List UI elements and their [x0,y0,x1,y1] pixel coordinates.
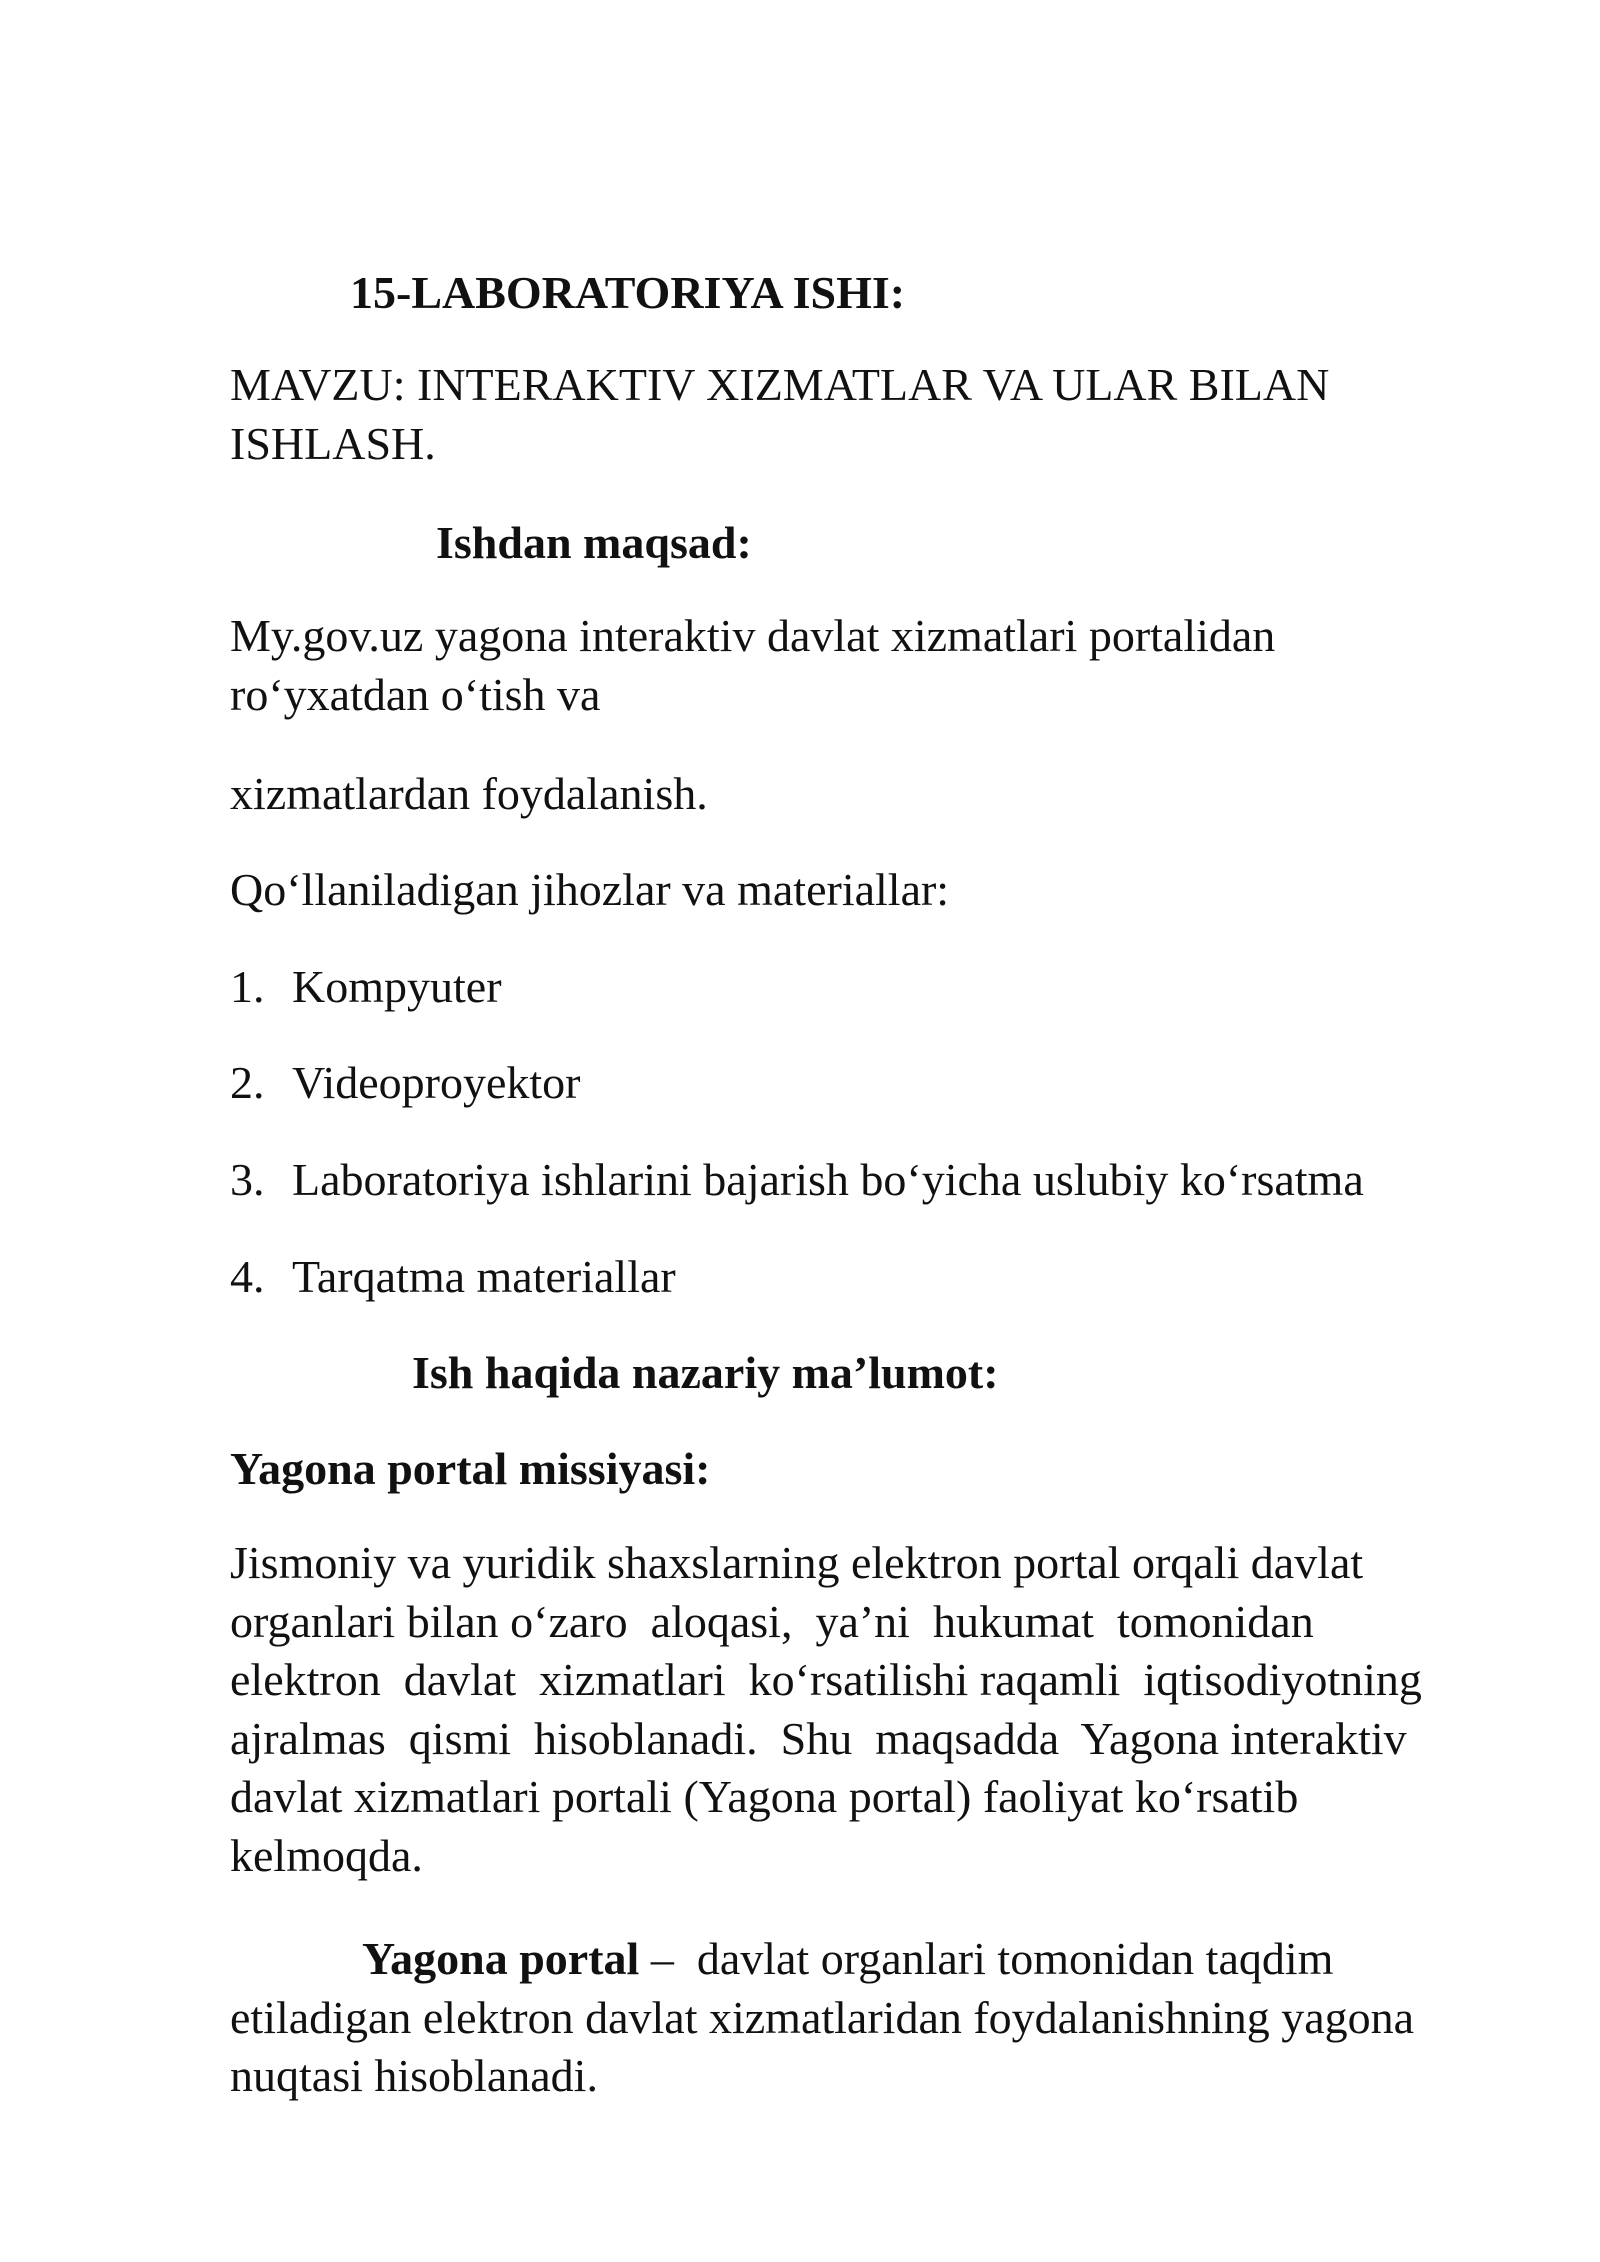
list-item-text: Tarqatma materiallar [292,1251,676,1302]
definition-paragraph [230,1930,1414,2106]
definition-line-2: etiladigan elektron davlat xizmatlaridan foydalanishning yagona [230,1991,1415,2043]
mission-heading: Yagona portal missiyasi: [230,1443,711,1494]
goal-line-2: ro‘yxatdan o‘tish va [230,668,601,720]
goal-paragraph [230,607,1275,724]
goal-line-3: xizmatlardan foydalanish. [230,768,708,819]
equipment-heading: Qo‘llaniladigan jihozlar va materiallar: [230,864,950,915]
list-item-number: 1. [230,961,265,1012]
mission-line: ajralmas qismi hisoblanadi. Shu maqsadda Yagona interaktiv [230,1712,1407,1764]
definition-line-3: nuqtasi hisoblanadi. [230,2050,598,2101]
mission-line: Jismoniy va yuridik shaxslarning elektron portal orqali davlat [230,1537,1364,1588]
topic-paragraph [230,356,1329,473]
list-item [230,1054,581,1112]
definition-line-1 [230,1930,1414,1989]
goal-heading: Ishdan maqsad: [436,517,752,568]
topic-line-1: MAVZU: INTERAKTIV XIZMATLAR VA ULAR BILAN [230,359,1330,410]
lab-title: 15-LABORATORIYA ISHI: [350,267,906,318]
list-item [230,958,502,1016]
list-item-text: Videoproyektor [292,1057,581,1108]
list-item-text: Laboratoriya ishlarini bajarish bo‘yicha uslubiy ko‘rsatma [292,1154,1364,1205]
mission-line: kelmoqda. [230,1829,423,1881]
list-item [230,1248,676,1306]
theory-heading: Ish haqida nazariy ma’lumot: [412,1347,999,1398]
topic-line-2: ISHLASH. [230,417,436,469]
definition-line-1-rest: – davlat organlari tomonidan taqdim [639,1933,1334,1984]
mission-line: organlari bilan o‘zaro aloqasi, ya’ni hukumat tomonidan [230,1595,1314,1647]
mission-paragraph [230,1534,1422,1885]
list-item-text: Kompyuter [292,961,502,1012]
goal-line-1: My.gov.uz yagona interaktiv davlat xizmatlari portalidan [230,610,1276,661]
list-item-number: 4. [230,1251,265,1302]
list-item [230,1151,1364,1209]
definition-term: Yagona portal [362,1933,640,1984]
mission-line: elektron davlat xizmatlari ko‘rsatilishi raqamli iqtisodiyotning [230,1654,1422,1705]
list-item-number: 2. [230,1057,265,1108]
list-item-number: 3. [230,1154,265,1205]
mission-line: davlat xizmatlari portali (Yagona portal) faoliyat ko‘rsatib [230,1771,1299,1822]
